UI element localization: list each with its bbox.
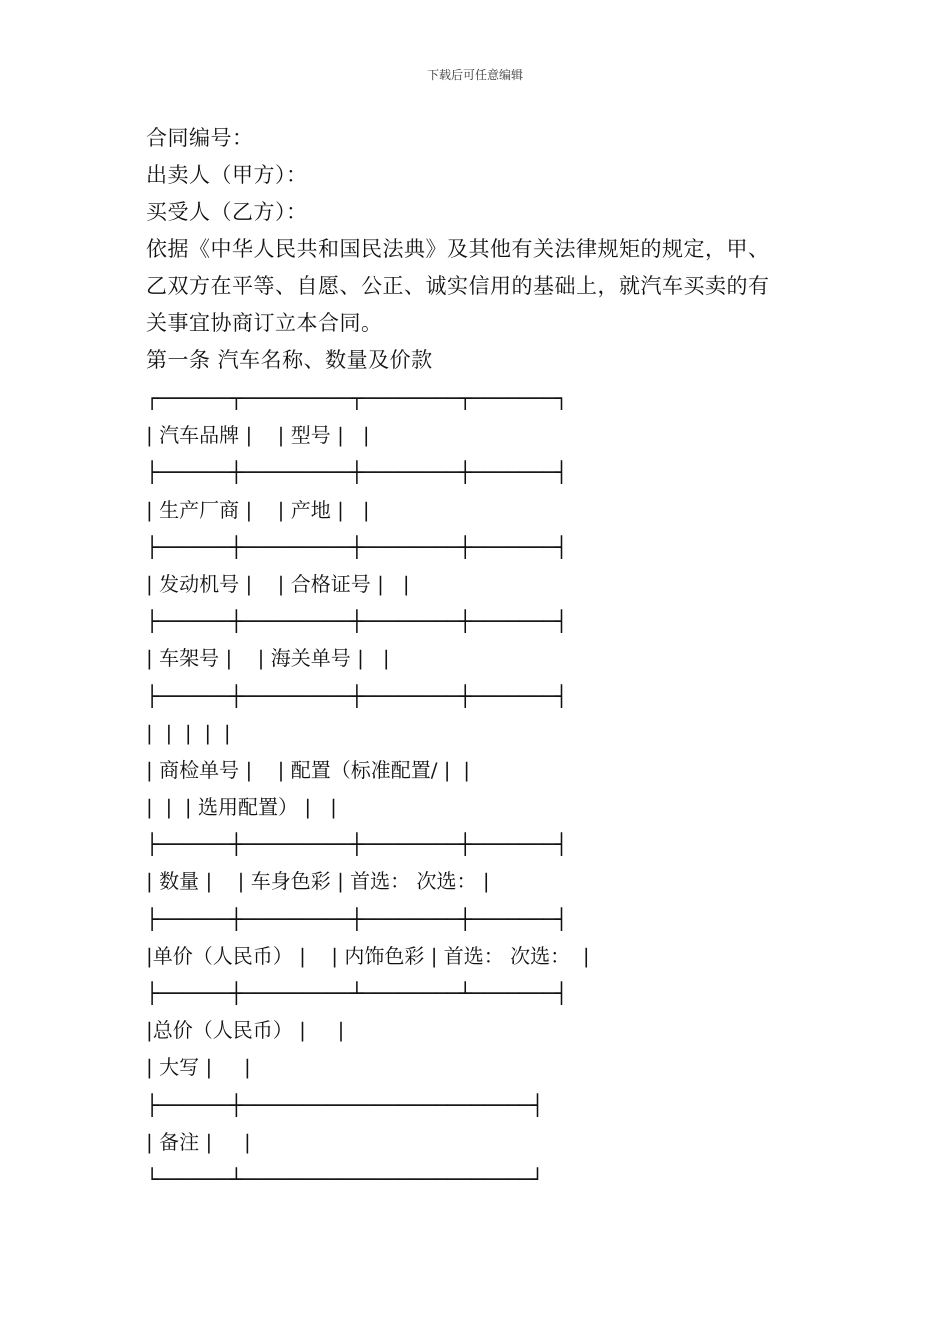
table-divider: ├──────┼─────────┼────────┼───────┤ (146, 609, 568, 634)
table-divider: ├──────┼─────────┼────────┼───────┤ (146, 460, 568, 485)
table-border-bottom: └──────┴────────────────────────┘ (146, 1166, 544, 1191)
table-row-quantity-color: | 数量 | | 车身色彩 | 首选： 次选： | (146, 869, 490, 894)
table-row-config-continued: | | | 选用配置） | | (146, 795, 337, 820)
table-divider: ├──────┼─────────┼────────┼───────┤ (146, 683, 568, 708)
table-row-remarks: | 备注 | | (146, 1129, 251, 1154)
table-row-amount-in-words: | 大写 | | (146, 1055, 251, 1080)
table-row-frame-customs: | 车架号 | | 海关单号 | | (146, 646, 390, 671)
intro-paragraph-line-3: 关事宜协商订立本合同。 (146, 311, 383, 335)
table-row-engine-certificate: | 发动机号 | | 合格证号 | | (146, 571, 410, 596)
article-1-heading: 第一条 汽车名称、数量及价款 (146, 348, 433, 372)
table-divider: ├──────┼────────────────────────┤ (146, 1092, 544, 1117)
table-row-brand-model: | 汽车品牌 | | 型号 | | (146, 423, 370, 448)
intro-paragraph-line-1: 依据《中华人民共和国民法典》及其他有关法律规矩的规定，甲、 (146, 237, 770, 261)
table-divider: ├──────┼─────────┼────────┼───────┤ (146, 906, 568, 931)
intro-paragraph-line-2: 乙双方在平等、自愿、公正、诚实信用的基础上，就汽车买卖的有 (146, 274, 770, 298)
table-row-inspection-config: | 商检单号 | | 配置（标准配置/ | | (146, 757, 471, 782)
vehicle-info-table (146, 380, 706, 1198)
table-border-top: ┌──────┬─────────┬────────┬───────┐ (146, 386, 568, 410)
table-divider: ├──────┼─────────┴────────┴───────┤ (146, 981, 568, 1005)
contract-number-label: 合同编号： (146, 126, 254, 150)
table-row-empty: | | | | | (146, 720, 231, 745)
header-note: 下载后可任意编辑 (426, 68, 523, 82)
table-row-manufacturer-origin: | 生产厂商 | | 产地 | | (146, 497, 370, 522)
table-divider: ├──────┼─────────┼────────┼───────┤ (146, 534, 568, 559)
table-row-unit-price-interior: |单价（人民币） | | 内饰色彩 | 首选： 次选： | (146, 943, 590, 968)
seller-label: 出卖人（甲方）： (146, 163, 308, 187)
contract-intro (146, 120, 826, 379)
table-row-total-price: |总价（人民币） | | (146, 1018, 345, 1043)
buyer-label: 买受人（乙方）： (146, 200, 308, 224)
table-divider: ├──────┼─────────┼────────┼───────┤ (146, 832, 568, 857)
